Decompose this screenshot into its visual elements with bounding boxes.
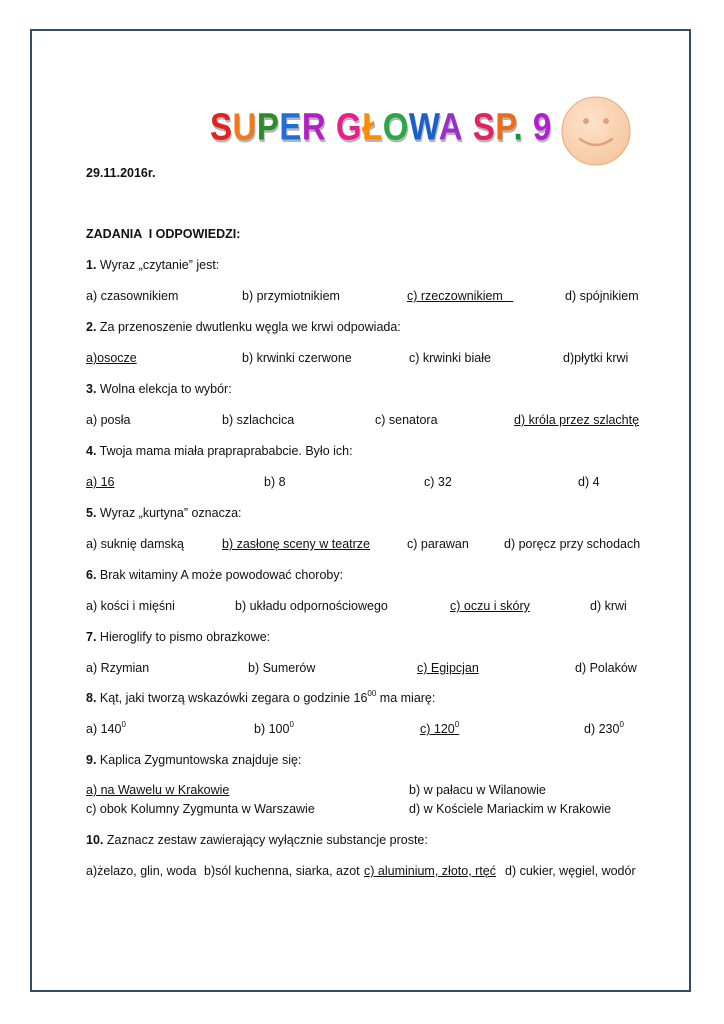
- answer-10b: b)sól kuchenna, siarka, azot: [204, 864, 360, 878]
- title-letter: U: [232, 105, 257, 148]
- title-letter: E: [279, 105, 302, 148]
- date: 29.11.2016r.: [86, 166, 156, 180]
- degree-sup: 0: [619, 719, 624, 729]
- question-text: Zaznacz zestaw zawierający wyłącznie substancje proste:: [103, 833, 428, 847]
- answer-8d: [584, 721, 624, 737]
- answer-9b: b) w pałacu w Wilanowie: [409, 783, 546, 797]
- question-text: Wyraz „kurtyna” oznacza:: [96, 506, 242, 520]
- answer-9c: c) obok Kolumny Zygmunta w Warszawie: [86, 802, 315, 816]
- answer-7a: a) Rzymian: [86, 661, 150, 675]
- answer-5c: c) parawan: [407, 537, 469, 551]
- question-text: Kąt, jaki tworzą wskazówki zegara o godzinie 16: [96, 691, 368, 705]
- answer-8c-correct: [420, 721, 459, 737]
- answer-6b: b) układu odpornościowego: [235, 599, 388, 613]
- answer-2b: b) krwinki czerwone: [242, 351, 352, 365]
- title-letter: G: [335, 105, 363, 148]
- title-letter: Ł: [362, 105, 383, 148]
- title-letter: [326, 105, 336, 148]
- answer-7c-correct: c) Egipcjan: [417, 661, 479, 675]
- answer-2d: d)płytki krwi: [563, 351, 629, 365]
- answer-2c: c) krwinki białe: [409, 351, 491, 365]
- question-4: [86, 443, 353, 459]
- question-9: [86, 752, 301, 768]
- answer-6a: a) kości i mięśni: [86, 599, 175, 613]
- title-letter: [463, 105, 473, 148]
- section-heading: ZADANIA I ODPOWIEDZI:: [86, 227, 241, 241]
- title-letter: S: [210, 105, 233, 148]
- title-letter: .: [513, 105, 524, 148]
- answer-7b: b) Sumerów: [248, 661, 316, 675]
- question-5: [86, 505, 242, 521]
- question-number: 1.: [86, 258, 97, 272]
- answer-2a-correct: a)osocze: [86, 351, 137, 365]
- answer-10a: a)żelazo, glin, woda: [86, 864, 197, 878]
- page-title: [210, 105, 552, 149]
- answer-1b: b) przymiotnikiem: [242, 289, 340, 303]
- degree-sup: 0: [289, 719, 294, 729]
- answer-6c-correct: c) oczu i skóry: [450, 599, 530, 613]
- title-letter: S: [472, 105, 496, 148]
- answer-5a: a) suknię damską: [86, 537, 184, 551]
- answer-8b: [254, 721, 294, 737]
- question-10: [86, 832, 428, 848]
- title-letter: R: [301, 105, 327, 148]
- answer-8a: [86, 721, 126, 737]
- question-text: Za przenoszenie dwutlenku węgla we krwi odpowiada:: [96, 320, 401, 334]
- title-letter: 9: [532, 105, 552, 148]
- question-text: Wolna elekcja to wybór:: [96, 382, 232, 396]
- answer-5b-correct: b) zasłonę sceny w teatrze: [222, 537, 370, 551]
- answer-1c-correct: c) rzeczownikiem: [407, 289, 514, 303]
- answer-9d: d) w Kościele Mariackim w Krakowie: [409, 802, 612, 816]
- smiley-icon: [560, 95, 633, 168]
- answer-3b: b) szlachcica: [222, 413, 295, 427]
- question-text: Wyraz „czytanie” jest:: [96, 258, 220, 272]
- title-letter: W: [408, 105, 439, 148]
- answer-4b: b) 8: [264, 475, 286, 489]
- question-number: 9.: [86, 753, 97, 767]
- question-text: Hieroglify to pismo obrazkowe:: [96, 630, 271, 644]
- answer-10c-correct: c) aluminium, złoto, rtęć: [364, 864, 496, 878]
- question-number: 4.: [86, 444, 97, 458]
- answer-7d: d) Polaków: [575, 661, 637, 675]
- answer-3c: c) senatora: [375, 413, 438, 427]
- question-number: 10.: [86, 833, 104, 847]
- question-text: Brak witaminy A może powodować choroby:: [96, 568, 344, 582]
- degree-sup: 0: [454, 719, 460, 729]
- question-1: [86, 257, 219, 273]
- answer-1a: a) czasownikiem: [86, 289, 179, 303]
- answer-5d: d) poręcz przy schodach: [504, 537, 641, 551]
- title-letter: [523, 105, 533, 148]
- answer-1d: d) spójnikiem: [565, 289, 639, 303]
- answer-4a-correct: a) 16: [86, 475, 115, 489]
- question-7: [86, 629, 270, 645]
- title-letter: A: [438, 105, 464, 148]
- answer-3a: a) posła: [86, 413, 131, 427]
- question-text-after: ma miarę:: [376, 691, 436, 705]
- answer-4c: c) 32: [424, 475, 452, 489]
- answer-4d: d) 4: [578, 475, 600, 489]
- question-3: [86, 381, 232, 397]
- question-text: Kaplica Zygmuntowska znajduje się:: [96, 753, 302, 767]
- superscript: 00: [367, 688, 377, 698]
- answer-3d-correct: d) króla przez szlachtę: [514, 413, 640, 427]
- question-number: 7.: [86, 630, 97, 644]
- question-6: [86, 567, 343, 583]
- title-letter: P: [256, 105, 280, 148]
- degree-sup: 0: [121, 719, 126, 729]
- answer-9a-correct: a) na Wawelu w Krakowie: [86, 783, 230, 797]
- question-number: 5.: [86, 506, 97, 520]
- question-8: [86, 690, 435, 706]
- title-letter: O: [382, 105, 409, 148]
- question-number: 3.: [86, 382, 97, 396]
- question-2: [86, 319, 401, 335]
- answer-text: b) 100: [254, 722, 290, 736]
- question-number: 8.: [86, 691, 97, 705]
- answer-text: a) 140: [86, 722, 122, 736]
- question-text: Twoja mama miała prapraprababcie. Było ich:: [96, 444, 353, 458]
- title-letter: P: [495, 105, 514, 148]
- answer-text: c) 120: [420, 722, 455, 736]
- question-number: 6.: [86, 568, 97, 582]
- answer-10d: d) cukier, węgiel, wodór: [505, 864, 636, 878]
- question-number: 2.: [86, 320, 97, 334]
- answer-text: d) 230: [584, 722, 620, 736]
- answer-6d: d) krwi: [590, 599, 627, 613]
